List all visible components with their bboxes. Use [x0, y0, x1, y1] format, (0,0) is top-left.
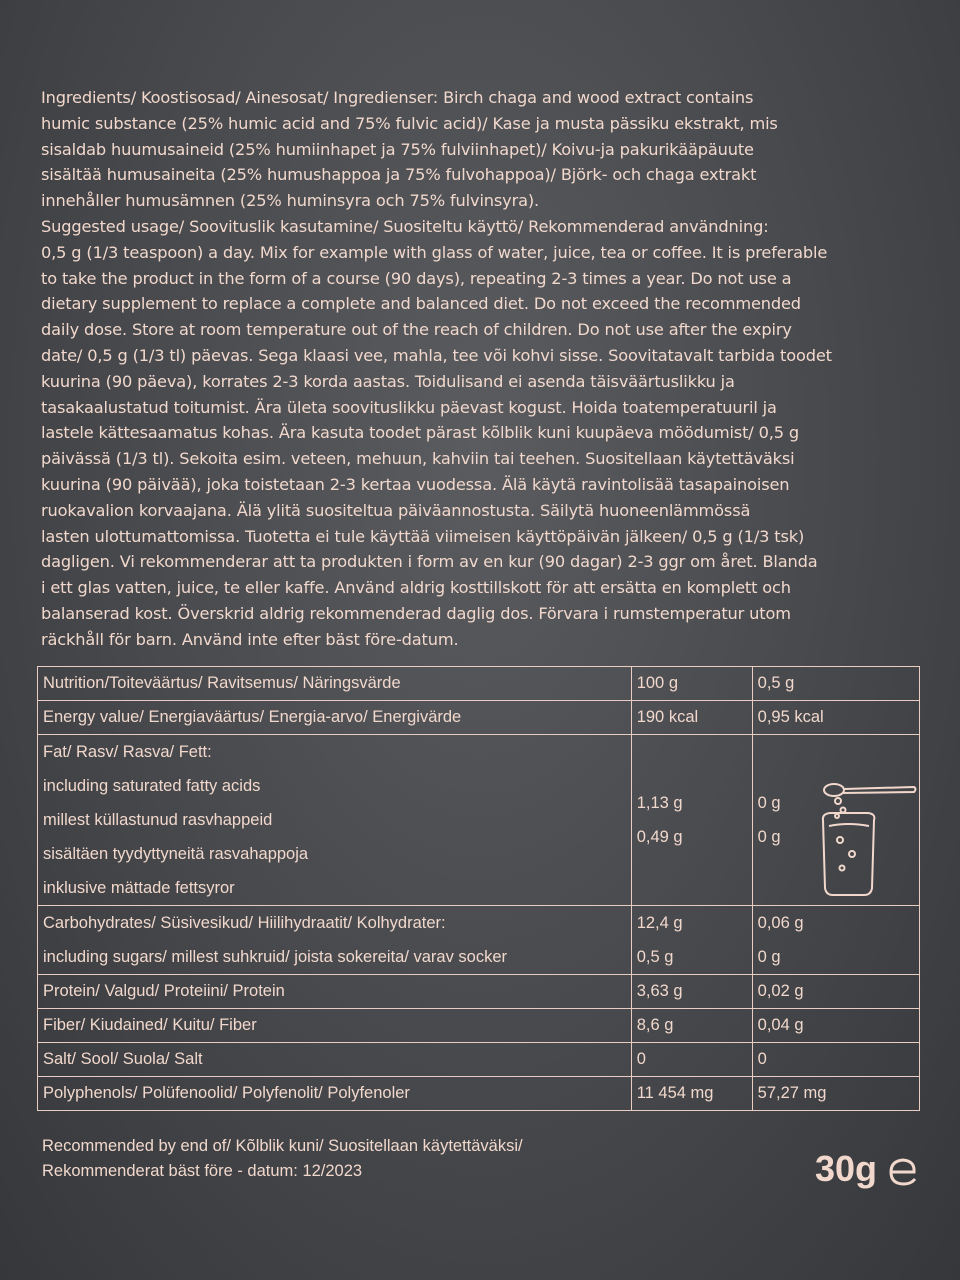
- energy-100g: 190 kcal: [631, 701, 752, 735]
- table-row: [38, 667, 920, 701]
- table-row: [38, 906, 920, 975]
- fat-100g: 1,13 g: [636, 794, 683, 812]
- usage-paragraph: [41, 214, 920, 653]
- polyphenols-100g: 11 454 mg: [631, 1077, 752, 1111]
- water-bubble: [840, 866, 845, 871]
- carbs-labels-cell: [38, 906, 632, 975]
- spoon-and-glass-icon: [782, 768, 922, 898]
- fat-labels-cell: [38, 735, 632, 906]
- usage-line: 0,5 g (1/3 teaspoon) a day. Mix for example with glass of water, juice, tea or coffee. It is preferable: [41, 242, 828, 262]
- usage-line: ruokavalion korvaajana. Älä ylitä suositeltua päiväannostusta. Säilytä huoneenlämmössä: [41, 500, 751, 520]
- table-row: [38, 701, 920, 735]
- polyphenols-label: Polyphenols/ Polüfenoolid/ Polyfenolit/ Polyfenoler: [38, 1077, 632, 1111]
- ingredients-paragraph: [41, 85, 920, 214]
- nutrition-header-label: Nutrition/Toiteväärtus/ Ravitsemus/ Näringsvärde: [38, 667, 632, 701]
- powder-bubble: [835, 798, 841, 804]
- fiber-serving: 0,04 g: [752, 1009, 919, 1043]
- polyphenols-serving: 57,27 mg: [752, 1077, 919, 1111]
- protein-label: Protein/ Valgud/ Proteiini/ Protein: [38, 975, 632, 1009]
- water-surface: [829, 824, 869, 826]
- saturated-serving: 0 g: [757, 828, 781, 846]
- table-row: [38, 1009, 920, 1043]
- carbs-100g: 12,4 g: [636, 914, 683, 932]
- carbs-100g-cell: [631, 906, 752, 975]
- usage-line: balanserad kost. Överskrid aldrig rekommenderad daglig dos. Förvara i rumstemperatur utom: [41, 603, 791, 623]
- powder-bubble: [835, 814, 839, 818]
- fat-100g-cell: [631, 735, 752, 906]
- column-header-100g: 100 g: [631, 667, 752, 701]
- salt-100g: 0: [631, 1043, 752, 1077]
- carbs-label: Carbohydrates/ Süsivesikud/ Hiilihydraatit/ Kolhydrater:: [43, 914, 446, 932]
- saturated-label-en: including saturated fatty acids: [43, 777, 261, 795]
- energy-serving: 0,95 kcal: [752, 701, 919, 735]
- fiber-100g: 8,6 g: [631, 1009, 752, 1043]
- ingredients-line: innehåller humusämnen (25% huminsyra och 75% fulvinsyra).: [41, 191, 540, 211]
- water-bubble: [849, 851, 855, 857]
- table-row: [38, 975, 920, 1009]
- usage-line: kuurina (90 päeva), korrates 2-3 korda aastas. Toidulisand ei asenda täisväärtuslikku ja: [41, 371, 735, 391]
- carbs-serving: 0,06 g: [757, 914, 804, 932]
- column-header-serving: 0,5 g: [752, 667, 919, 701]
- ingredients-line: humic substance (25% humic acid and 75% fulvic acid)/ Kase ja musta pässiku ekstrakt, mis: [41, 113, 778, 133]
- estimated-sign-icon: [887, 1157, 919, 1187]
- usage-line: lastele kättesaamatus kohas. Ära kasuta toodet pärast kõlblik kuni kuupäeva möödumist/ 0,5 g: [41, 423, 799, 443]
- sugars-serving: 0 g: [757, 948, 781, 966]
- ingredients-text-block: [41, 85, 920, 653]
- best-before-line1: Recommended by end of/ Kõlblik kuni/ Suositellaan käytettäväksi/: [42, 1137, 523, 1155]
- protein-100g: 3,63 g: [631, 975, 752, 1009]
- usage-line: tasakaalustatud toitumist. Ära ületa soovituslikku päevast kogust. Hoida toatemperatuuril ja: [41, 397, 777, 417]
- ingredients-line: Ingredients/ Koostisosad/ Ainesosat/ Ingredienser: Birch chaga and wood extract contains: [41, 88, 754, 107]
- usage-line: räckhåll för barn. Använd inte efter bäst före-datum.: [41, 629, 459, 649]
- water-bubble: [837, 837, 843, 843]
- energy-label: Energy value/ Energiaväärtus/ Energia-arvo/ Energivärde: [38, 701, 632, 735]
- usage-line: date/ 0,5 g (1/3 tl) päevas. Sega klaasi vee, mahla, tee või kohvi sisse. Soovitatavalt tarbida toodet: [41, 345, 832, 365]
- sugars-label: including sugars/ millest suhkruid/ joista sokereita/ varav socker: [43, 948, 508, 966]
- table-row: [38, 1077, 920, 1111]
- spoon-bowl: [824, 784, 844, 796]
- salt-serving: 0: [752, 1043, 919, 1077]
- usage-line: lasten ulottumattomissa. Tuotetta ei tule käyttää viimeisen käyttöpäivän jälkeen/ 0,5 g (1/3 tsk): [41, 526, 805, 546]
- saturated-100g: 0,49 g: [636, 828, 683, 846]
- usage-line: dagligen. Vi rekommenderar att ta produkten i form av en kur (90 dagar) 2-3 ggr om året. Blanda: [41, 552, 818, 572]
- fiber-label: Fiber/ Kiudained/ Kuitu/ Fiber: [38, 1009, 632, 1043]
- sugars-100g: 0,5 g: [636, 948, 674, 966]
- spoon-handle: [843, 787, 916, 793]
- ingredients-line: sisältää humusaineita (25% humushappoa ja 75% fulvohappoa)/ Björk- och chaga extrakt: [41, 165, 757, 185]
- saturated-label-et: millest küllastunud rasvhappeid: [43, 811, 273, 829]
- fat-label: Fat/ Rasv/ Rasva/ Fett:: [43, 743, 212, 761]
- salt-label: Salt/ Sool/ Suola/ Salt: [38, 1043, 632, 1077]
- usage-line: i ett glas vatten, juice, te eller kaffe. Använd aldrig kosttillskott för att ersätta en komplett och: [41, 578, 791, 598]
- table-row: [38, 1043, 920, 1077]
- saturated-label-fi: sisältäen tyydyttyneitä rasvahappoja: [43, 845, 309, 863]
- best-before-footer: [42, 1134, 523, 1184]
- protein-serving: 0,02 g: [752, 975, 919, 1009]
- carbs-serving-cell: [752, 906, 919, 975]
- ingredients-line: sisaldab huumusaineid (25% humiinhapet ja 75% fulviinhapet)/ Koivu-ja pakurikääpäuute: [41, 139, 754, 159]
- fat-serving: 0 g: [757, 794, 781, 812]
- usage-line: Suggested usage/ Soovituslik kasutamine/ Suositeltu käyttö/ Rekommenderad användning:: [41, 216, 769, 236]
- usage-line: to take the product in the form of a course (90 days), repeating 2-3 times a year. Do not use a: [41, 268, 792, 288]
- net-weight: 30g: [815, 1148, 878, 1189]
- best-before-line2: Rekommenderat bäst före - datum: 12/2023: [42, 1162, 363, 1180]
- usage-line: kuurina (90 päivää), joka toistetaan 2-3 kertaa vuodessa. Älä käytä ravintolisää tasapainoisen: [41, 474, 790, 494]
- usage-line: daily dose. Store at room temperature out of the reach of children. Do not use after the expiry: [41, 320, 792, 340]
- powder-bubble: [841, 808, 846, 813]
- saturated-label-sv: inklusive mättade fettsyror: [43, 879, 235, 897]
- usage-line: dietary supplement to replace a complete and balanced diet. Do not exceed the recommended: [41, 294, 801, 314]
- usage-line: päivässä (1/3 tl). Sekoita esim. veteen, mehuun, kahviin tai teehen. Suositellaan käytettäväksi: [41, 449, 795, 469]
